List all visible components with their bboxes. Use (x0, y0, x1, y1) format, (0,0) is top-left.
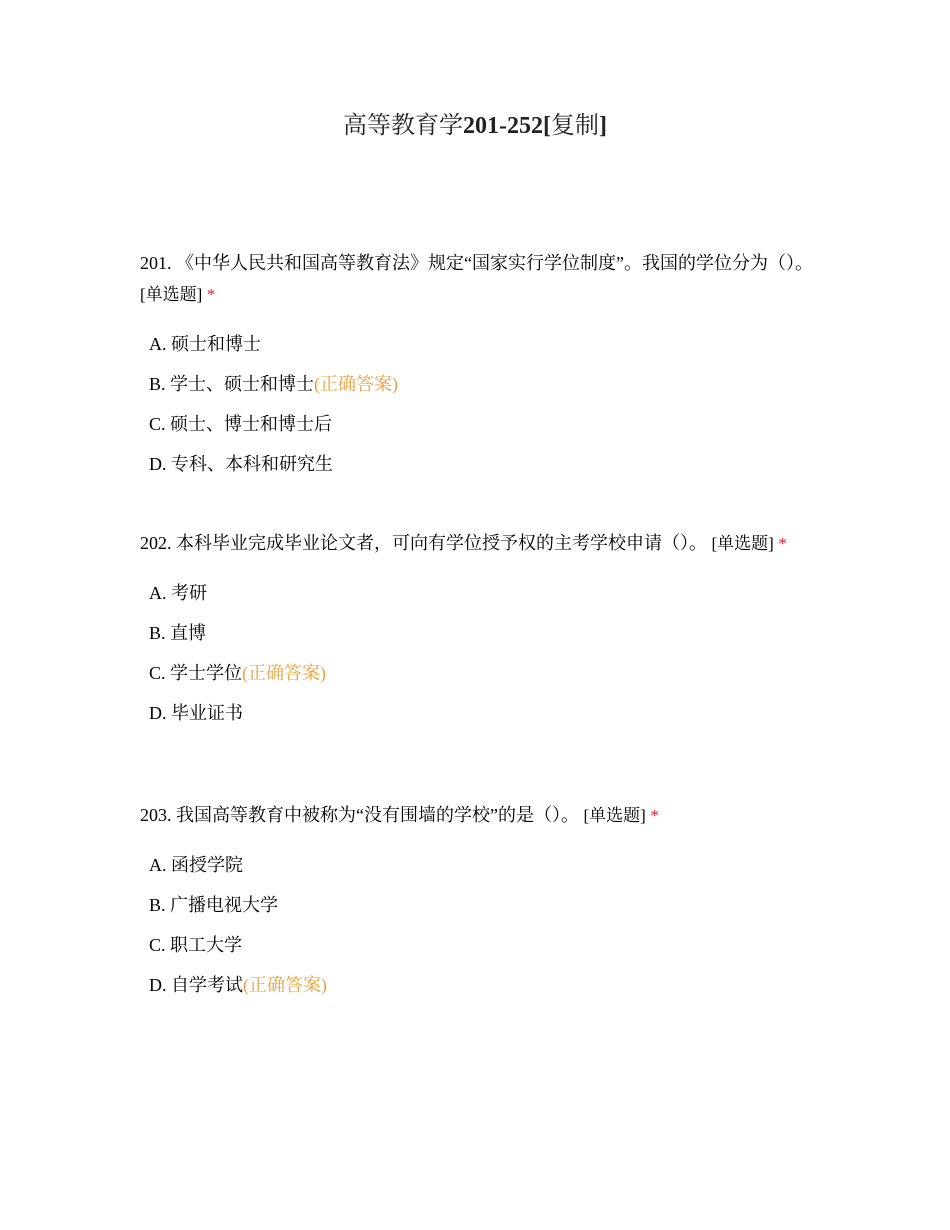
option-d[interactable] (149, 444, 820, 484)
option-list (149, 324, 820, 484)
required-mark: * (206, 285, 216, 304)
option-a[interactable] (149, 573, 820, 613)
question-number: 203. (140, 805, 172, 825)
question-body: 《中华人民共和国高等教育法》规定“国家实行学位制度”。我国的学位分为（）。 (176, 253, 813, 273)
required-mark: * (650, 806, 659, 825)
option-c[interactable] (149, 653, 820, 693)
title-copy: 复制 (550, 113, 599, 139)
title-suffix: ] (598, 113, 607, 139)
correct-answer-mark: (正确答案) (314, 374, 399, 394)
question-202 (140, 528, 820, 733)
option-list (149, 845, 820, 1005)
question-number: 202. (140, 533, 172, 553)
question-body: 我国高等教育中被称为“没有围墙的学校”的是（）。 (176, 805, 579, 825)
question-type: [单选题] (140, 285, 203, 304)
required-mark: * (778, 534, 787, 553)
option-a[interactable] (149, 845, 820, 885)
title-prefix: 高等教育学 (343, 113, 463, 139)
option-letter: A. (149, 855, 167, 875)
option-letter: B. (149, 374, 166, 394)
question-201 (140, 248, 820, 484)
correct-answer-mark: (正确答案) (242, 663, 327, 683)
option-b[interactable] (149, 885, 820, 925)
question-text (140, 248, 820, 310)
option-text: 专科、本科和研究生 (171, 454, 333, 474)
question-number: 201. (140, 253, 172, 273)
option-letter: A. (149, 583, 167, 603)
option-text: 职工大学 (170, 935, 243, 955)
option-list (149, 573, 820, 733)
option-text: 硕士、博士和博士后 (170, 414, 333, 434)
option-b[interactable] (149, 364, 820, 404)
option-text: 自学考试 (171, 975, 243, 995)
option-d[interactable] (149, 965, 820, 1005)
correct-answer-mark: (正确答案) (243, 975, 327, 995)
option-letter: A. (149, 334, 167, 354)
question-text (140, 800, 820, 831)
question-body: 本科毕业完成毕业论文者，可向有学位授予权的主考学校申请（）。 (176, 533, 707, 553)
question-203 (140, 800, 820, 1005)
option-letter: B. (149, 623, 166, 643)
option-text: 学士、硕士和博士 (170, 374, 315, 394)
question-type: [单选题] (583, 806, 646, 825)
option-c[interactable] (149, 925, 820, 965)
option-c[interactable] (149, 404, 820, 444)
option-text: 广播电视大学 (170, 895, 279, 915)
option-text: 学士学位 (170, 663, 243, 683)
option-text: 硕士和博士 (171, 334, 261, 354)
option-b[interactable] (149, 613, 820, 653)
option-letter: D. (149, 454, 167, 474)
option-text: 毕业证书 (171, 703, 243, 723)
option-letter: D. (149, 703, 167, 723)
question-text (140, 528, 820, 559)
option-letter: C. (149, 935, 166, 955)
option-text: 直博 (170, 623, 207, 643)
title-range: 201-252[ (463, 113, 551, 139)
option-letter: C. (149, 663, 166, 683)
option-a[interactable] (149, 324, 820, 364)
page-title (0, 108, 950, 144)
option-text: 考研 (171, 583, 207, 603)
option-text: 函授学院 (171, 855, 243, 875)
question-type: [单选题] (711, 534, 774, 553)
option-letter: B. (149, 895, 166, 915)
option-letter: D. (149, 975, 167, 995)
option-d[interactable] (149, 693, 820, 733)
option-letter: C. (149, 414, 166, 434)
